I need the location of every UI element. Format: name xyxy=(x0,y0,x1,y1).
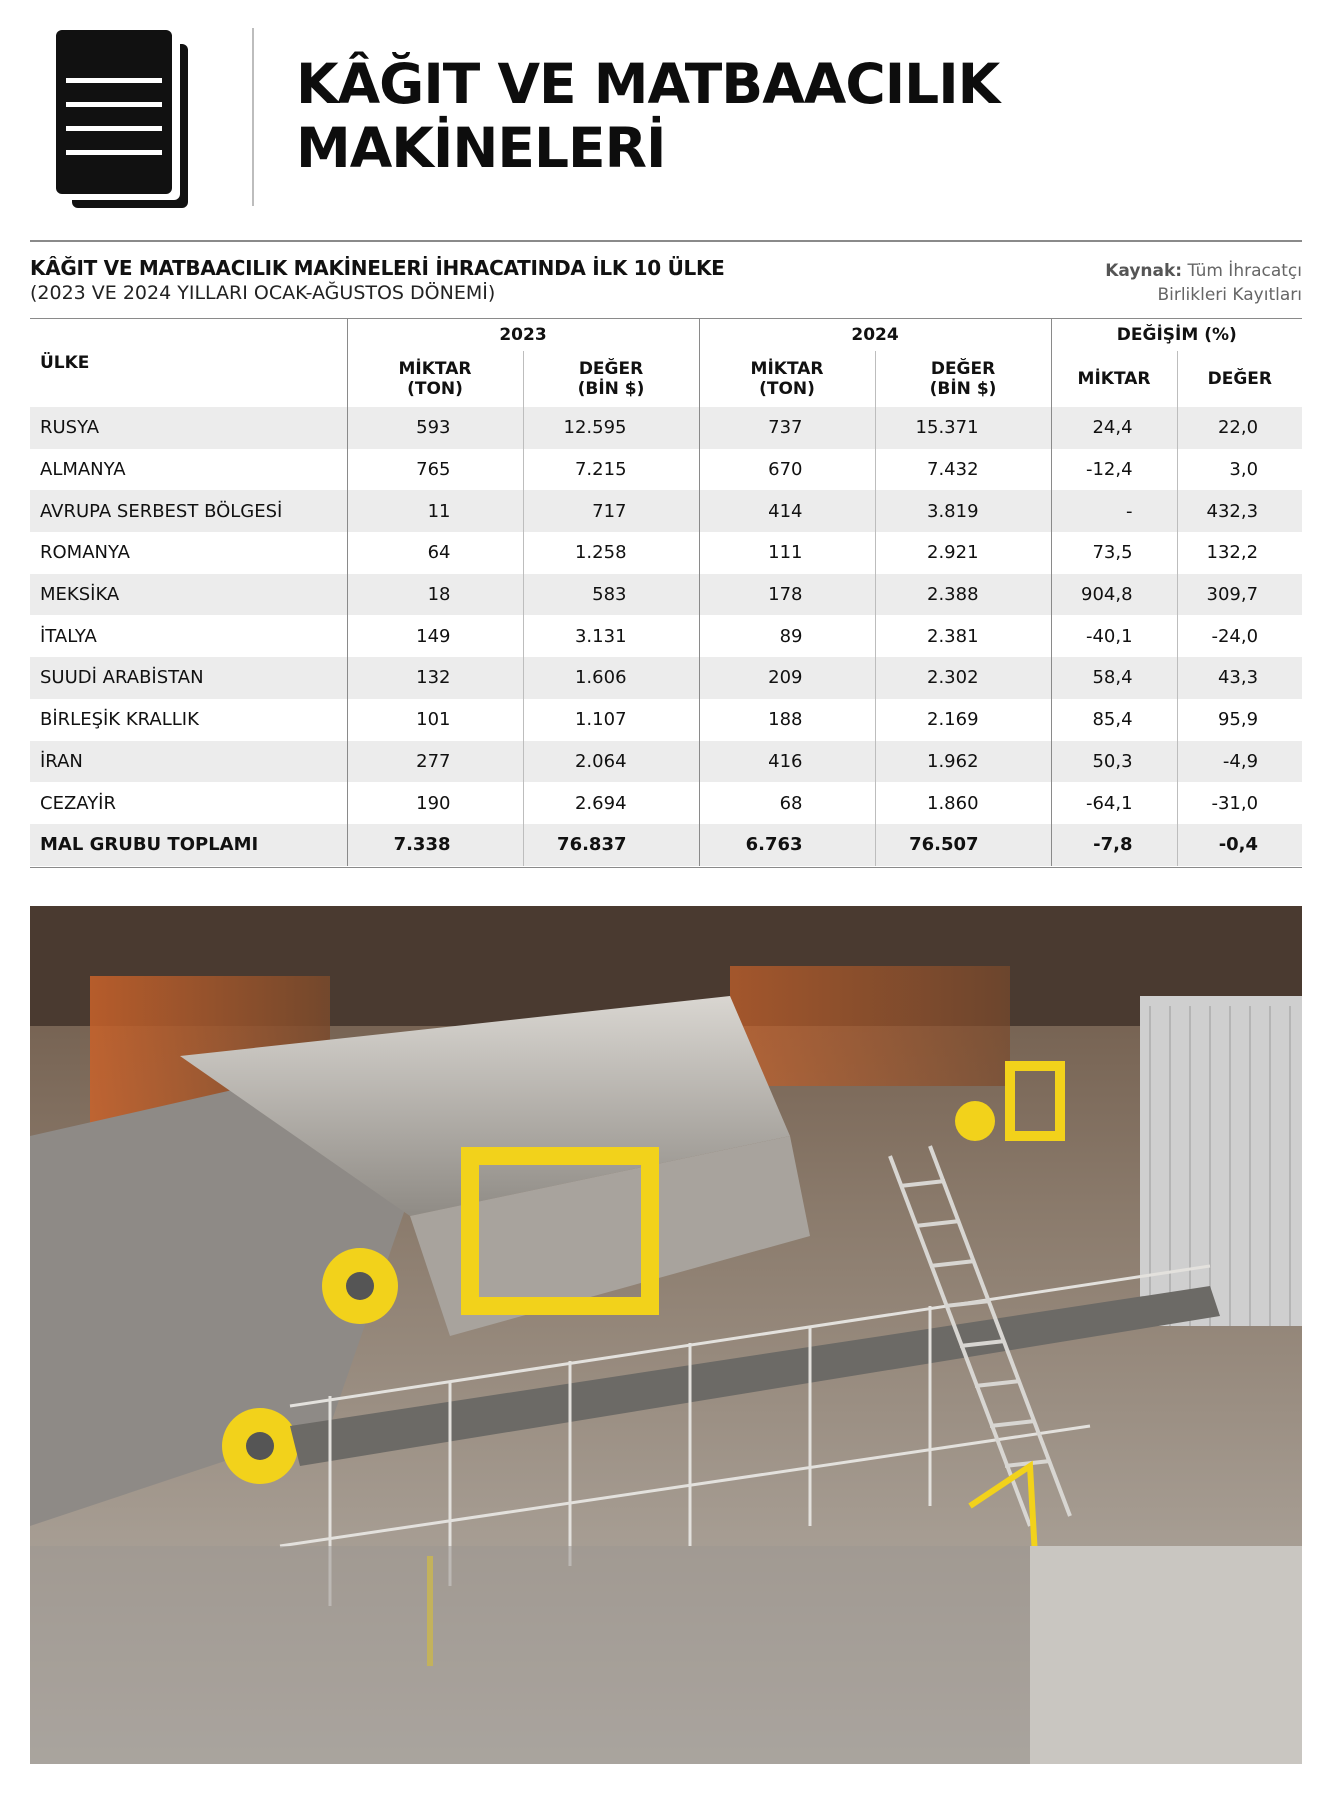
change-header: DEĞİŞİM (%) xyxy=(1051,319,1302,351)
total-qty-2024: 6.763 xyxy=(699,824,875,866)
value-2023-cell: 1.606 xyxy=(523,657,699,699)
qty-2024-cell: 111 xyxy=(699,532,875,574)
table-row xyxy=(30,782,1302,824)
country-column-header: ÜLKE xyxy=(40,353,90,373)
page-title-line-1: KÂĞIT VE MATBAACILIK xyxy=(296,52,1000,116)
value-2024-cell: 1.962 xyxy=(875,741,1051,783)
change-value-cell: 3,0 xyxy=(1177,449,1302,491)
table-row xyxy=(30,532,1302,574)
qty-2024-cell: 737 xyxy=(699,407,875,449)
value-2024-cell: 7.432 xyxy=(875,449,1051,491)
table-row xyxy=(30,699,1302,741)
value-2023-cell: 583 xyxy=(523,574,699,616)
table-row xyxy=(30,490,1302,532)
change-qty-cell: 73,5 xyxy=(1051,532,1177,574)
change-value-cell: -4,9 xyxy=(1177,741,1302,783)
header-divider xyxy=(252,28,254,206)
change-qty-cell: -12,4 xyxy=(1051,449,1177,491)
change-value-cell: 22,0 xyxy=(1177,407,1302,449)
qty-2023-cell: 593 xyxy=(347,407,523,449)
qty-2023-cell: 765 xyxy=(347,449,523,491)
table-row xyxy=(30,449,1302,491)
table-row xyxy=(30,574,1302,616)
change-qty-cell: 58,4 xyxy=(1051,657,1177,699)
table-row xyxy=(30,615,1302,657)
value-2023-cell: 3.131 xyxy=(523,615,699,657)
qty-2023-cell: 18 xyxy=(347,574,523,616)
change-qty-cell: -64,1 xyxy=(1051,782,1177,824)
year-2023-header: 2023 xyxy=(347,319,699,351)
top-rule xyxy=(30,240,1302,242)
value-2024-cell: 2.921 xyxy=(875,532,1051,574)
value-2023-cell: 1.258 xyxy=(523,532,699,574)
qty-2024-cell: 670 xyxy=(699,449,875,491)
country-cell: ALMANYA xyxy=(30,449,347,491)
qty-2023-cell: 149 xyxy=(347,615,523,657)
qty-2024-cell: 188 xyxy=(699,699,875,741)
change-qty-cell: -40,1 xyxy=(1051,615,1177,657)
country-cell: BİRLEŞİK KRALLIK xyxy=(30,699,347,741)
change-qty-header: MİKTAR xyxy=(1051,351,1177,407)
change-value-cell: 432,3 xyxy=(1177,490,1302,532)
table-row xyxy=(30,741,1302,783)
value-2024-cell: 1.860 xyxy=(875,782,1051,824)
country-cell: MEKSİKA xyxy=(30,574,347,616)
value-2023-cell: 2.064 xyxy=(523,741,699,783)
change-qty-cell: - xyxy=(1051,490,1177,532)
total-value-2023: 76.837 xyxy=(523,824,699,866)
page-title-line-2: MAKİNELERİ xyxy=(296,116,666,180)
total-value-2024: 76.507 xyxy=(875,824,1051,866)
value-2024-header: DEĞER (BİN $) xyxy=(875,351,1051,407)
document-icon xyxy=(52,26,188,208)
total-change-value: -0,4 xyxy=(1177,824,1302,866)
value-2024-cell: 2.302 xyxy=(875,657,1051,699)
change-qty-cell: 904,8 xyxy=(1051,574,1177,616)
value-2023-cell: 12.595 xyxy=(523,407,699,449)
year-2024-header: 2024 xyxy=(699,319,1051,351)
qty-2024-cell: 89 xyxy=(699,615,875,657)
change-value-cell: 95,9 xyxy=(1177,699,1302,741)
qty-2023-header: MİKTAR (TON) xyxy=(347,351,523,407)
source-line-2: Birlikleri Kayıtları xyxy=(1157,285,1302,305)
qty-2023-cell: 101 xyxy=(347,699,523,741)
change-value-cell: -24,0 xyxy=(1177,615,1302,657)
source-note xyxy=(1105,259,1302,307)
qty-2023-cell: 277 xyxy=(347,741,523,783)
qty-2024-cell: 68 xyxy=(699,782,875,824)
country-cell: RUSYA xyxy=(30,407,347,449)
qty-2023-cell: 11 xyxy=(347,490,523,532)
change-value-cell: 132,2 xyxy=(1177,532,1302,574)
table-title: KÂĞIT VE MATBAACILIK MAKİNELERİ İHRACATINDA İLK 10 ÜLKE xyxy=(30,256,725,280)
country-cell: AVRUPA SERBEST BÖLGESİ xyxy=(30,490,347,532)
value-2023-cell: 7.215 xyxy=(523,449,699,491)
qty-2024-cell: 209 xyxy=(699,657,875,699)
change-value-header: DEĞER xyxy=(1177,351,1302,407)
qty-2024-cell: 416 xyxy=(699,741,875,783)
total-label: MAL GRUBU TOPLAMI xyxy=(30,824,347,866)
export-table xyxy=(30,319,1302,866)
country-cell: CEZAYİR xyxy=(30,782,347,824)
table-subtitle: (2023 VE 2024 YILLARI OCAK-AĞUSTOS DÖNEMİ) xyxy=(30,282,496,304)
qty-2024-cell: 414 xyxy=(699,490,875,532)
page-title xyxy=(296,52,1196,180)
country-cell: İRAN xyxy=(30,741,347,783)
change-qty-cell: 85,4 xyxy=(1051,699,1177,741)
value-2024-cell: 3.819 xyxy=(875,490,1051,532)
total-change-qty: -7,8 xyxy=(1051,824,1177,866)
change-value-cell: 43,3 xyxy=(1177,657,1302,699)
paper-machine-photo xyxy=(30,906,1302,1764)
total-row xyxy=(30,824,1302,866)
value-2023-header: DEĞER (BİN $) xyxy=(523,351,699,407)
country-cell: İTALYA xyxy=(30,615,347,657)
table-bottom-rule xyxy=(30,867,1302,868)
qty-2024-cell: 178 xyxy=(699,574,875,616)
value-2023-cell: 717 xyxy=(523,490,699,532)
change-value-cell: 309,7 xyxy=(1177,574,1302,616)
value-2024-cell: 15.371 xyxy=(875,407,1051,449)
qty-2023-cell: 64 xyxy=(347,532,523,574)
country-cell: ROMANYA xyxy=(30,532,347,574)
qty-2023-cell: 132 xyxy=(347,657,523,699)
table-row xyxy=(30,657,1302,699)
source-label: Kaynak: xyxy=(1105,261,1183,281)
qty-2024-header: MİKTAR (TON) xyxy=(699,351,875,407)
country-cell: SUUDİ ARABİSTAN xyxy=(30,657,347,699)
value-2024-cell: 2.169 xyxy=(875,699,1051,741)
total-qty-2023: 7.338 xyxy=(347,824,523,866)
value-2024-cell: 2.388 xyxy=(875,574,1051,616)
source-line-1: Tüm İhracatçı xyxy=(1187,261,1302,281)
value-2024-cell: 2.381 xyxy=(875,615,1051,657)
change-value-cell: -31,0 xyxy=(1177,782,1302,824)
table-row xyxy=(30,407,1302,449)
change-qty-cell: 50,3 xyxy=(1051,741,1177,783)
value-2023-cell: 2.694 xyxy=(523,782,699,824)
change-qty-cell: 24,4 xyxy=(1051,407,1177,449)
value-2023-cell: 1.107 xyxy=(523,699,699,741)
qty-2023-cell: 190 xyxy=(347,782,523,824)
